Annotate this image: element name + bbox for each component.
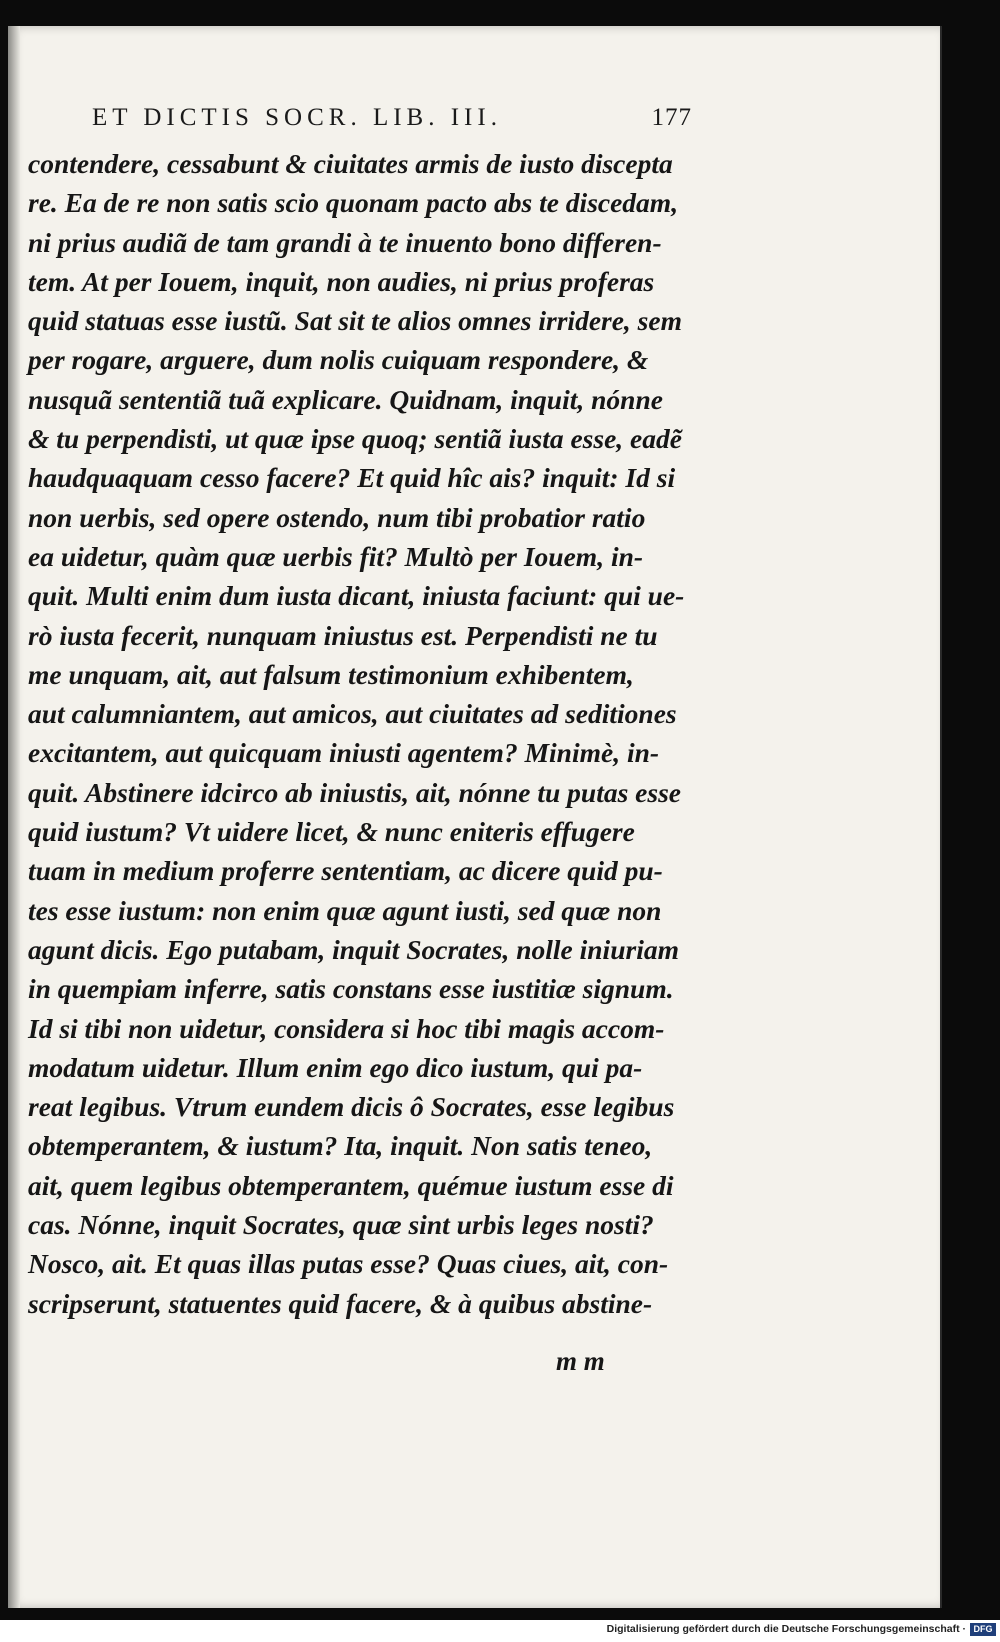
catchword: m m <box>556 1346 605 1376</box>
text-line: quid iustum? Vt uidere licet, & nunc eniteris effugere <box>28 816 635 848</box>
text-line: quid statuas esse iustũ. Sat sit te alios omnes irridere, sem <box>28 305 682 337</box>
text-line: quit. Abstinere idcirco ab iniustis, ait, nónne tu putas esse <box>28 776 681 808</box>
text-line: in quempiam inferre, satis constans esse iustitiæ signum. <box>28 973 674 1005</box>
dfg-logo-icon: DFG <box>970 1623 996 1636</box>
text-line: rò iusta fecerit, nunquam iniustus est. Perpendisti ne tu <box>28 619 658 651</box>
running-head: ET DICTIS SOCR. LIB. III. <box>92 104 502 131</box>
text-line: non uerbis, sed opere ostendo, num tibi probatior ratio <box>28 501 646 533</box>
text-line: Nosco, ait. Et quas illas putas esse? Quas ciues, ait, con- <box>28 1248 669 1280</box>
funding-credit: Digitalisierung gefördert durch die Deutsche Forschungsgemeinschaft · <box>606 1623 966 1635</box>
text-line: tem. At per Iouem, inquit, non audies, ni prius proferas <box>28 265 655 297</box>
text-line: haudquaquam cesso facere? Et quid hîc ais? inquit: Id si <box>28 462 676 494</box>
text-line: contendere, cessabunt & ciuitates armis de iusto discepta <box>28 148 673 179</box>
text-line: obtemperantem, & iustum? Ita, inquit. Non satis teneo, <box>28 1130 653 1162</box>
page-number: 177 <box>651 104 692 131</box>
page-header <box>92 104 692 144</box>
text-line: ni prius audiã de tam grandi à te inuento bono differen- <box>28 226 662 258</box>
text-line: nusquã sententiã tuã explicare. Quidnam, inquit, nónne <box>28 383 663 415</box>
text-line: quit. Multi enim dum iusta dicant, iniusta faciunt: qui ue- <box>28 580 685 612</box>
text-line: me unquam, ait, aut falsum testimonium exhibentem, <box>28 658 634 690</box>
text-line: Id si tibi non uidetur, considera si hoc tibi magis accom- <box>28 1012 665 1044</box>
body-text <box>28 144 685 1323</box>
text-line: tes esse iustum: non enim quæ agunt iusti, sed quæ non <box>28 894 662 926</box>
text-line: ait, quem legibus obtemperantem, quémue iustum esse di <box>28 1169 674 1201</box>
book-page <box>8 26 942 1608</box>
text-line: excitantem, aut quicquam iniusti agentem? Minimè, in- <box>28 737 660 769</box>
text-line: modatum uidetur. Illum enim ego dico iustum, qui pa- <box>28 1051 643 1083</box>
text-line: scripserunt, statuentes quid facere, & à quibus abstine- <box>28 1287 653 1319</box>
text-line: reat legibus. Vtrum eundem dicis ô Socrates, esse legibus <box>28 1091 675 1123</box>
text-line: re. Ea de re non satis scio quonam pacto abs te discedam, <box>28 187 679 219</box>
text-line: aut calumniantem, aut amicos, aut ciuitates ad seditiones <box>28 698 677 730</box>
text-line: ea uidetur, quàm quæ uerbis fit? Multò per Iouem, in- <box>28 540 644 572</box>
text-line: cas. Nónne, inquit Socrates, quæ sint urbis leges nosti? <box>28 1209 654 1241</box>
text-line: agunt dicis. Ego putabam, inquit Socrates, nolle iniuriam <box>28 933 679 965</box>
text-line: tuam in medium proferre sententiam, ac dicere quid pu- <box>28 855 663 887</box>
text-line: & tu perpendisti, ut quæ ipse quoq; sentiã iusta esse, eadẽ <box>28 423 682 455</box>
text-line: per rogare, arguere, dum nolis cuiquam respondere, & <box>28 344 649 376</box>
